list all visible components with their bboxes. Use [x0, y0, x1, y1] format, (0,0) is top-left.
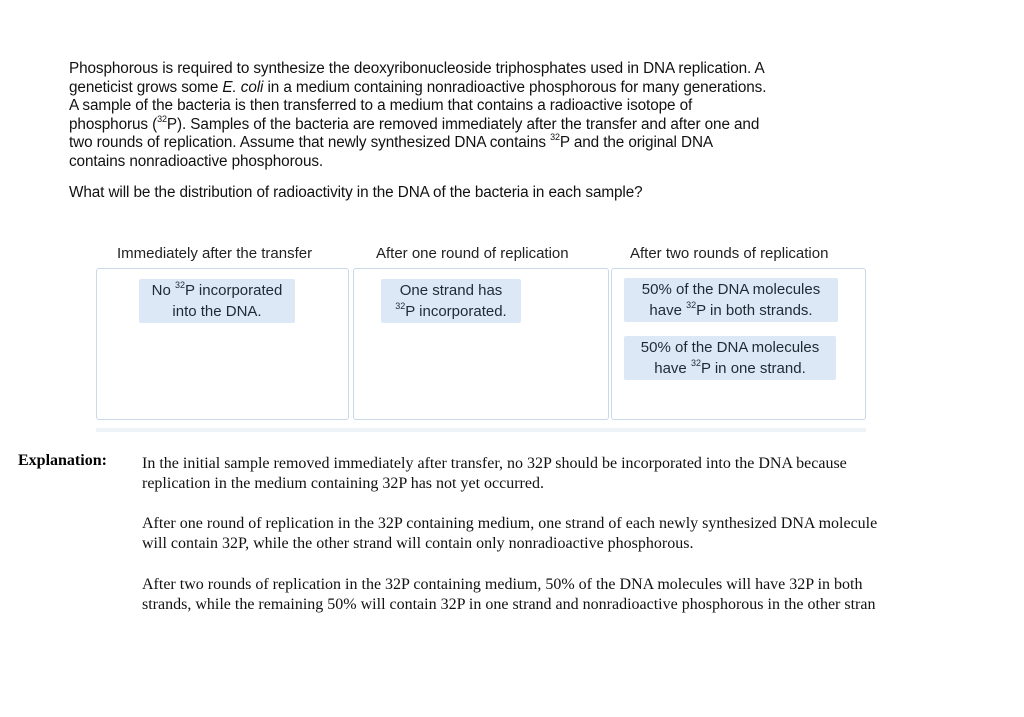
question-prompt: What will be the distribution of radioactivity in the DNA of the bacteria in each sample?	[69, 183, 643, 201]
explanation-paragraph: After two rounds of replication in the 32P containing medium, 50% of the DNA molecules will have 32P in both strands, while the remaining 50% will contain 32P in one strand and nonradioactive phosphorous in the other stran	[142, 576, 876, 613]
answer-tile-one-strand[interactable]: One strand has $^{32}$P incorporated.	[381, 279, 521, 323]
question-line: phosphorus ($^{32}$P). Samples of the bacteria are removed immediately after the transfer and after one and	[69, 113, 760, 133]
answer-tile-both-strands[interactable]: 50% of the DNA molecules have $^{32}$P in both strands.	[624, 278, 838, 322]
explanation-paragraph: After one round of replication in the 32P containing medium, one strand of each newly synthesized DNA molecule will contain 32P, while the other strand will contain only nonradioactive phosphorous.	[142, 515, 878, 552]
question-line: geneticist grows some E. coli in a medium containing nonradioactive phosphorous for many generations.	[69, 78, 767, 96]
question-text	[69, 60, 859, 202]
zone-divider	[96, 428, 866, 432]
question-line: Phosphorous is required to synthesize the deoxyribonucleoside triphosphates used in DNA replication. A	[69, 60, 765, 77]
column-header-immediately: Immediately after the transfer	[117, 245, 313, 262]
column-header-one-round: After one round of replication	[376, 245, 569, 262]
organism-name: E. coli	[222, 78, 264, 96]
question-line: contains nonradioactive phosphorous.	[69, 152, 324, 170]
explanation-label: Explanation:	[18, 452, 107, 469]
answer-tile-one-strand-half[interactable]: 50% of the DNA molecules have $^{32}$P in one strand.	[624, 336, 836, 380]
answer-tile-no-incorporation[interactable]: No $^{32}$P incorporated into the DNA.	[139, 279, 295, 323]
question-line: A sample of the bacteria is then transferred to a medium that contains a radioactive isotope of	[69, 97, 693, 115]
explanation-paragraph: In the initial sample removed immediately after transfer, no 32P should be incorporated into the DNA because replication in the medium containing 32P has not yet occurred.	[142, 455, 847, 492]
question-line: two rounds of replication. Assume that newly synthesized DNA contains $^{32}$P and the original DNA	[69, 132, 714, 152]
column-header-two-rounds: After two rounds of replication	[630, 245, 829, 262]
